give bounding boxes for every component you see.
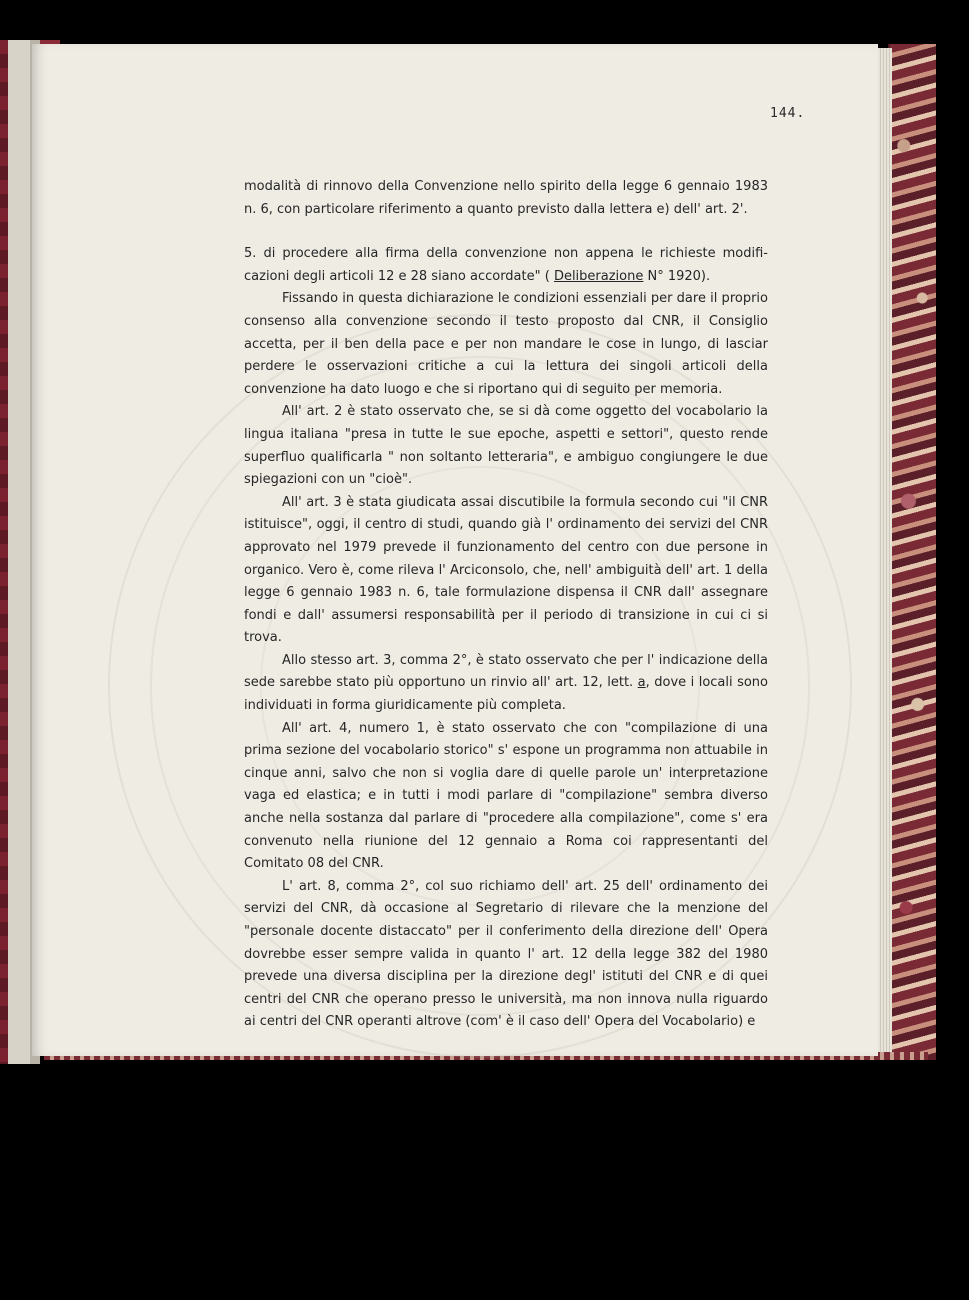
paragraph-6 bbox=[244, 650, 768, 718]
binding-edge bbox=[0, 40, 8, 1064]
underlined-word: Deliberazione bbox=[553, 268, 644, 284]
paragraph-text: L' art. 8, comma 2°, col suo richiamo dell' art. 25 dell' ordinamento dei servizi del CNR, dà occasione al Segretario di rilevare che la menzione del "personale docente distaccato" per il conferimento della direzione dell' Opera dovrebbe esser sempre valida in quanto l' art. 12 della legge 382 del 1980 prevede una diversa disciplina per la direzione degl' istituti del CNR e di quei centri del CNR che operano presso le università, ma non innova nulla riguardo ai centri del CNR operanti altrove (com' è il caso dell' Opera del Vocabolario) e bbox=[244, 878, 768, 1030]
paragraph-text: , dove i locali sono individuati in forma giuridicamente più completa. bbox=[244, 675, 769, 714]
paragraph-4 bbox=[244, 401, 768, 491]
paragraph-3 bbox=[244, 288, 768, 401]
paragraph-text: 5. di procedere alla firma della convenzione non appena le richieste modifi-cazioni degli articoli 12 e 28 siano accordate" ( bbox=[244, 246, 768, 284]
page-number: 144. bbox=[770, 106, 806, 121]
paragraph-text: Allo stesso art. 3, comma 2°, è stato osservato che per l' indicazione della sede sarebbe stato più opportuno un rinvio all' art. 12, lett. bbox=[244, 652, 768, 691]
paragraph-text: modalità di rinnovo della Convenzione nello spirito della legge 6 gennaio 1983 n. 6, con particolare riferimento a quanto previsto dalla lettera e) dell' art. 2'. bbox=[244, 179, 768, 217]
paragraph-8 bbox=[244, 876, 768, 1034]
body-text bbox=[244, 176, 768, 1034]
paragraph-2 bbox=[244, 243, 768, 288]
paragraph-7 bbox=[244, 718, 768, 876]
underlined-word: a bbox=[637, 675, 646, 691]
paragraph-text: All' art. 2 è stato osservato che, se si dà come oggetto del vocabolario la lingua italiana "presa in tutte le sue epoche, aspetti e settori", questo rende superfluo qualificarla " non soltanto letteraria", e ambiguo congiungere le due spiegazioni con un "cioè". bbox=[244, 404, 768, 488]
paragraph-5 bbox=[244, 492, 768, 650]
paragraph-text: Fissando in questa dichiarazione le condizioni essenziali per dare il proprio consenso alla convenzione secondo il testo proposto dal CNR, il Consiglio accetta, per il ben della pace e per non mandare le cose in lungo, di lasciar perdere le osservazioni critiche a cui la lettura dei singoli articoli della convenzione ha dato luogo e che si riportano qui di seguito per memoria. bbox=[244, 291, 768, 397]
marbled-cover bbox=[888, 44, 936, 1060]
paragraph-text: All' art. 3 è stata giudicata assai discutibile la formula secondo cui "il CNR istituisce", oggi, il centro di studi, quando già l' ordinamento dei servizi del CNR approvato nel 1979 prevede il funzionamento del centro con due persone in organico. Vero è, come rileva l' Arciconsolo, che, nell' ambiguità dell' art. 1 della legge 6 gennaio 1983 n. 6, tale formulazione dispensa il CNR dall' assegnare fondi e dall' assumersi responsabilità per il periodo di transizione in cui ci si trova. bbox=[244, 494, 768, 646]
paragraph-text: All' art. 4, numero 1, è stato osservato che con "compilazione di una prima sezione del vocabolario storico" s' espone un programma non attuabile in cinque anni, salvo che non si voglia dare di quelle parole un' interpretazione vaga ed elastica; e in tutti i modi parlare di "compilazione" sembra diverso anche nella sostanza dal parlare di "procedere alla compilazione", come s' era convenuto nella riunione del 12 gennaio a Roma coi rappresentanti del Comitato 08 del CNR. bbox=[244, 720, 768, 872]
paragraph-1 bbox=[244, 176, 768, 221]
paragraph-text: N° 1920). bbox=[643, 268, 711, 284]
